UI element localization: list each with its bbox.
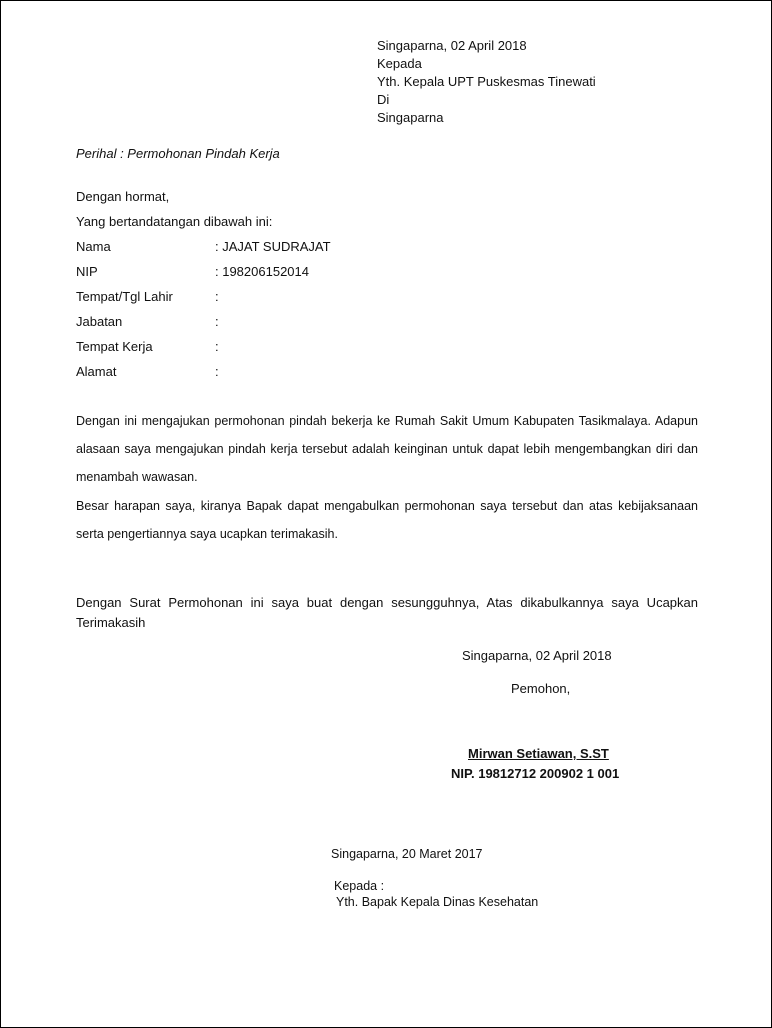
body-paragraph-2: Besar harapan saya, kiranya Bapak dapat mengabulkan permohonan saya tersebut dan atas kebijaksanaan serta pengertiannya saya ucapkan terimakasih. (76, 499, 698, 541)
salutation: Dengan hormat, (76, 189, 170, 204)
header-to: Kepada (377, 56, 422, 71)
body-paragraph-1: Dengan ini mengajukan permohonan pindah bekerja ke Rumah Sakit Umum Kabupaten Tasikmalaya. Adapun alasaan saya mengajukan pindah kerja tersebut adalah keinginan untuk dapat lebih mengembangkan diri dan menambah wawasan. (76, 414, 698, 484)
subject-line: Perihal : Permohonan Pindah Kerja (76, 146, 280, 161)
signer-name: Mirwan Setiawan, S.ST (468, 746, 609, 761)
closing-place-date: Singaparna, 02 April 2018 (462, 648, 612, 663)
header-recipient: Yth. Kepala UPT Puskesmas Tinewati (377, 74, 596, 89)
field-label-nama: Nama (76, 239, 111, 254)
closing-role: Pemohon, (511, 681, 571, 696)
field-label-alamat: Alamat (76, 364, 117, 379)
intro-line: Yang bertandatangan dibawah ini: (76, 214, 273, 229)
body-paragraph-3: Dengan Surat Permohonan ini saya buat dengan sesungguhnya, Atas dikabulkannya saya Ucapkan Terimakasih (76, 595, 698, 630)
field-label-nip: NIP (76, 264, 98, 279)
footer-place-date: Singaparna, 20 Maret 2017 (331, 847, 483, 861)
field-value-nip: : 198206152014 (215, 264, 309, 279)
signer-nip: NIP. 19812712 200902 1 001 (451, 766, 620, 781)
field-label-ttl: Tempat/Tgl Lahir (76, 289, 173, 304)
footer-to: Kepada : (334, 879, 385, 893)
field-value-jabatan: : (215, 314, 219, 329)
field-value-nama: : JAJAT SUDRAJAT (215, 239, 331, 254)
field-value-tempat-kerja: : (215, 339, 219, 354)
field-label-tempat-kerja: Tempat Kerja (76, 339, 153, 354)
header-place-date: Singaparna, 02 April 2018 (377, 38, 527, 53)
header-di: Di (377, 92, 390, 107)
footer-recipient: Yth. Bapak Kepala Dinas Kesehatan (336, 895, 539, 909)
field-label-jabatan: Jabatan (76, 314, 123, 329)
field-value-ttl: : (215, 289, 219, 304)
field-value-alamat: : (215, 364, 219, 379)
header-city: Singaparna (377, 110, 444, 125)
